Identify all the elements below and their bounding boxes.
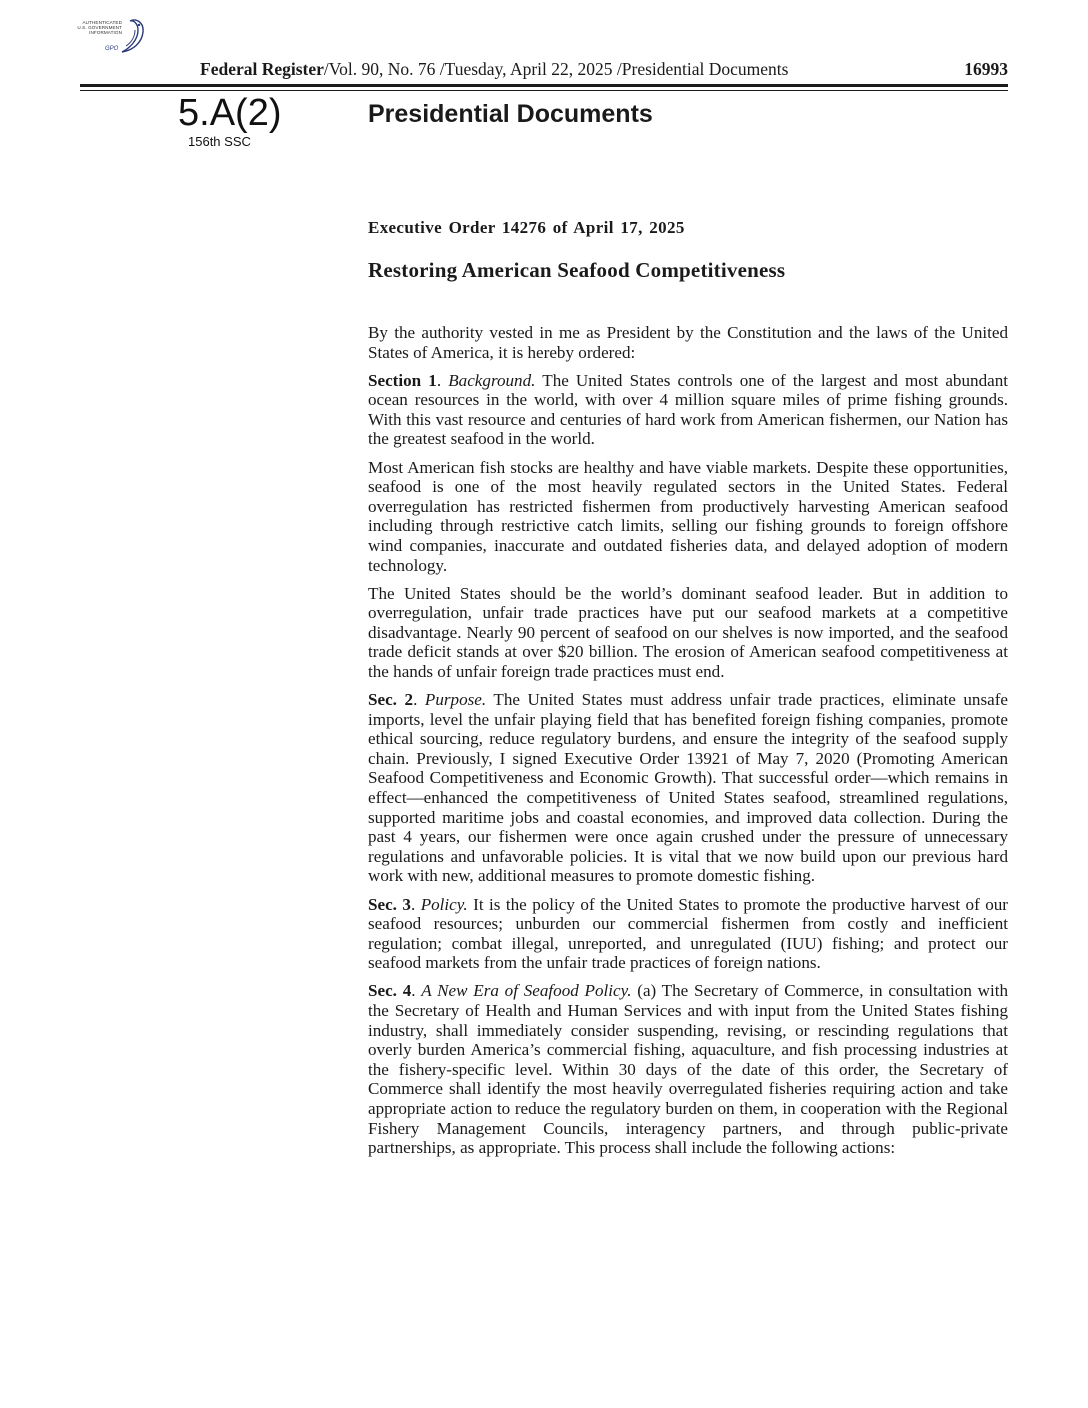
gpo-mark: GPO <box>105 46 119 52</box>
issue-details: /Vol. 90, No. 76 /Tuesday, April 22, 2025 /Presidential Documents <box>323 59 789 79</box>
section-title: Background. <box>448 370 536 390</box>
page-number: 16993 <box>964 59 1008 79</box>
section-2-paragraph: Sec. 2. Purpose. The United States must address unfair trade practices, eliminate unsafe imports, level the unfair playing field that has benefited foreign fishing companies, promote ethical sourcing, reduce regulatory burdens, and ensure the integrity of the seafood supply chain. Previously, I signed Executive Order 13921 of May 7, 2020 (Promoting American Seafood Competitiveness and Economic Growth). That successful order—which remains in effect—enhanced the competitiveness of United States seafood, streamlined regulations, supported maritime jobs and coastal economies, and improved data collection. During the past 4 years, our fishermen were once again crushed under the pressure of unnecessary regulations and unfavorable policies. It is vital that we now build upon our previous hard work with new, additional measures to promote domestic fishing. <box>368 690 1009 886</box>
section-text: The United States must address unfair trade practices, eliminate unsafe imports, level the unfair playing field that has benefited foreign fishing companies, promote ethical sourcing, reduce regulatory burdens, and ensure the integrity of the seafood supply chain. Previously, I signed Executive Order 13921 of May 7, 2020 (Promoting American Seafood Competitiveness and Economic Growth). That successful order—which remains in effect—enhanced the competitiveness of United States seafood, streamlined regulations, supported maritime jobs and coastal economies, and improved data collection. During the past 4 years, our fishermen were once again crushed under the pressure of unnecessary regulations and unfavorable policies. It is vital that we now build upon our previous hard work with new, additional measures to promote domestic fishing. <box>368 690 1009 886</box>
seal-text <box>70 20 122 35</box>
section-label: Sec. 4 <box>368 981 412 1001</box>
section-1-paragraph: Section 1. Background. The United States controls one of the largest and most abundant ocean resources in the world, with over 4 million square miles of prime fishing grounds. With this vast resource and centuries of hard work from American fishermen, our Nation has the greatest seafood in the world. <box>368 370 1009 449</box>
executive-order-number: Executive Order 14276 of April 17, 2025 <box>368 218 685 237</box>
header-rule-thin <box>80 90 1008 91</box>
seal-text-line: AUTHENTICATED <box>82 20 122 25</box>
section-label: Sec. 3 <box>368 894 411 914</box>
paragraph: Most American fish stocks are healthy and have viable markets. Despite these opportunities, seafood is one of the most heavily regulated sectors in the United States. Federal overregulation has restricted fishermen from productively harvesting American seafood including through restrictive catch limits, selling our fishing grounds to foreign offshore wind companies, inaccurate and outdated fisheries data, and delayed adoption of modern technology. <box>368 457 1008 575</box>
intro-paragraph: By the authority vested in me as President by the Constitution and the laws of the United States of America, it is hereby ordered: <box>368 323 1008 362</box>
gpo-authentication-seal <box>70 16 150 60</box>
order-body <box>368 323 1008 1166</box>
seal-text-line: U.S. GOVERNMENT <box>77 25 122 30</box>
section-4-paragraph: Sec. 4. A New Era of Seafood Policy. (a) The Secretary of Commerce, in consultation with the Secretary of Health and Human Services and with input from the United States fishing industry, shall immediately consider suspending, revising, or rescinding regulations that overly burden America’s commercial fishing, aquaculture, and fish processing industries at the fishery-specific level. Within 30 days of the date of this order, the Secretary of Commerce shall identify the most heavily overregulated fisheries requiring action and take appropriate action to reduce the regulatory burden on them, in cooperation with the Regional Fishery Management Councils, interagency partners, and through public-private partnerships, as appropriate. This process shall include the following actions: <box>368 981 1009 1158</box>
section-label: Section 1 <box>368 370 437 390</box>
executive-order-title: Restoring American Seafood Competitiveness <box>368 258 786 282</box>
section-title: Purpose. <box>424 690 487 710</box>
running-header <box>200 59 1010 80</box>
agenda-stamp-sub: 156th SSC <box>188 134 251 149</box>
section-title: A New Era of Seafood Policy. <box>421 981 632 1001</box>
section-3-paragraph: Sec. 3. Policy. It is the policy of the United States to promote the productive harvest of our seafood resources; unburden our commercial fishermen from costly and inefficient regulation; combat illegal, unreported, and unregulated (IUU) fishing; and protect our seafood markets from the unfair trade practices of foreign nations. <box>368 894 1008 973</box>
section-text: (a) The Secretary of Commerce, in consultation with the Secretary of Health and Human Services and with input from the United States fishing industry, shall immediately consider suspending, revising, or rescinding regulations that overly burden America’s commercial fishing, aquaculture, and fish processing industries at the fishery-specific level. Within 30 days of the date of this order, the Secretary of Commerce shall identify the most heavily overregulated fisheries requiring action and take appropriate action to reduce the regulatory burden on them, in cooperation with the Regional Fishery Management Councils, interagency partners, and through public-private partnerships, as appropriate. This process shall include the following actions: <box>368 981 1009 1158</box>
header-rule-thick <box>80 84 1008 87</box>
agenda-stamp: 5.A(2) <box>178 92 282 134</box>
section-text: The United States controls one of the largest and most abundant ocean resources in the world, with over 4 million square miles of prime fishing grounds. With this vast resource and centuries of hard work from American fishermen, our Nation has the greatest seafood in the world. <box>368 370 1009 449</box>
eagle-icon <box>116 16 148 56</box>
section-heading: Presidential Documents <box>368 100 653 128</box>
section-text: It is the policy of the United States to promote the productive harvest of our seafood resources; unburden our commercial fishermen from costly and inefficient regulation; combat illegal, unreported, and unregulated (IUU) fishing; and protect our seafood markets from the unfair trade practices of foreign nations. <box>368 894 1008 973</box>
section-label: Sec. 2 <box>368 690 414 710</box>
seal-text-line: INFORMATION <box>89 30 122 35</box>
register-name: Federal Register <box>200 59 324 79</box>
paragraph: The United States should be the world’s dominant seafood leader. But in addition to overregulation, unfair trade practices have put our seafood markets at a competitive disadvantage. Nearly 90 percent of seafood on our shelves is now imported, and the seafood trade deficit stands at over $20 billion. The erosion of American seafood competitiveness at the hands of unfair foreign trade practices must end. <box>368 583 1008 681</box>
section-title: Policy. <box>420 894 468 914</box>
